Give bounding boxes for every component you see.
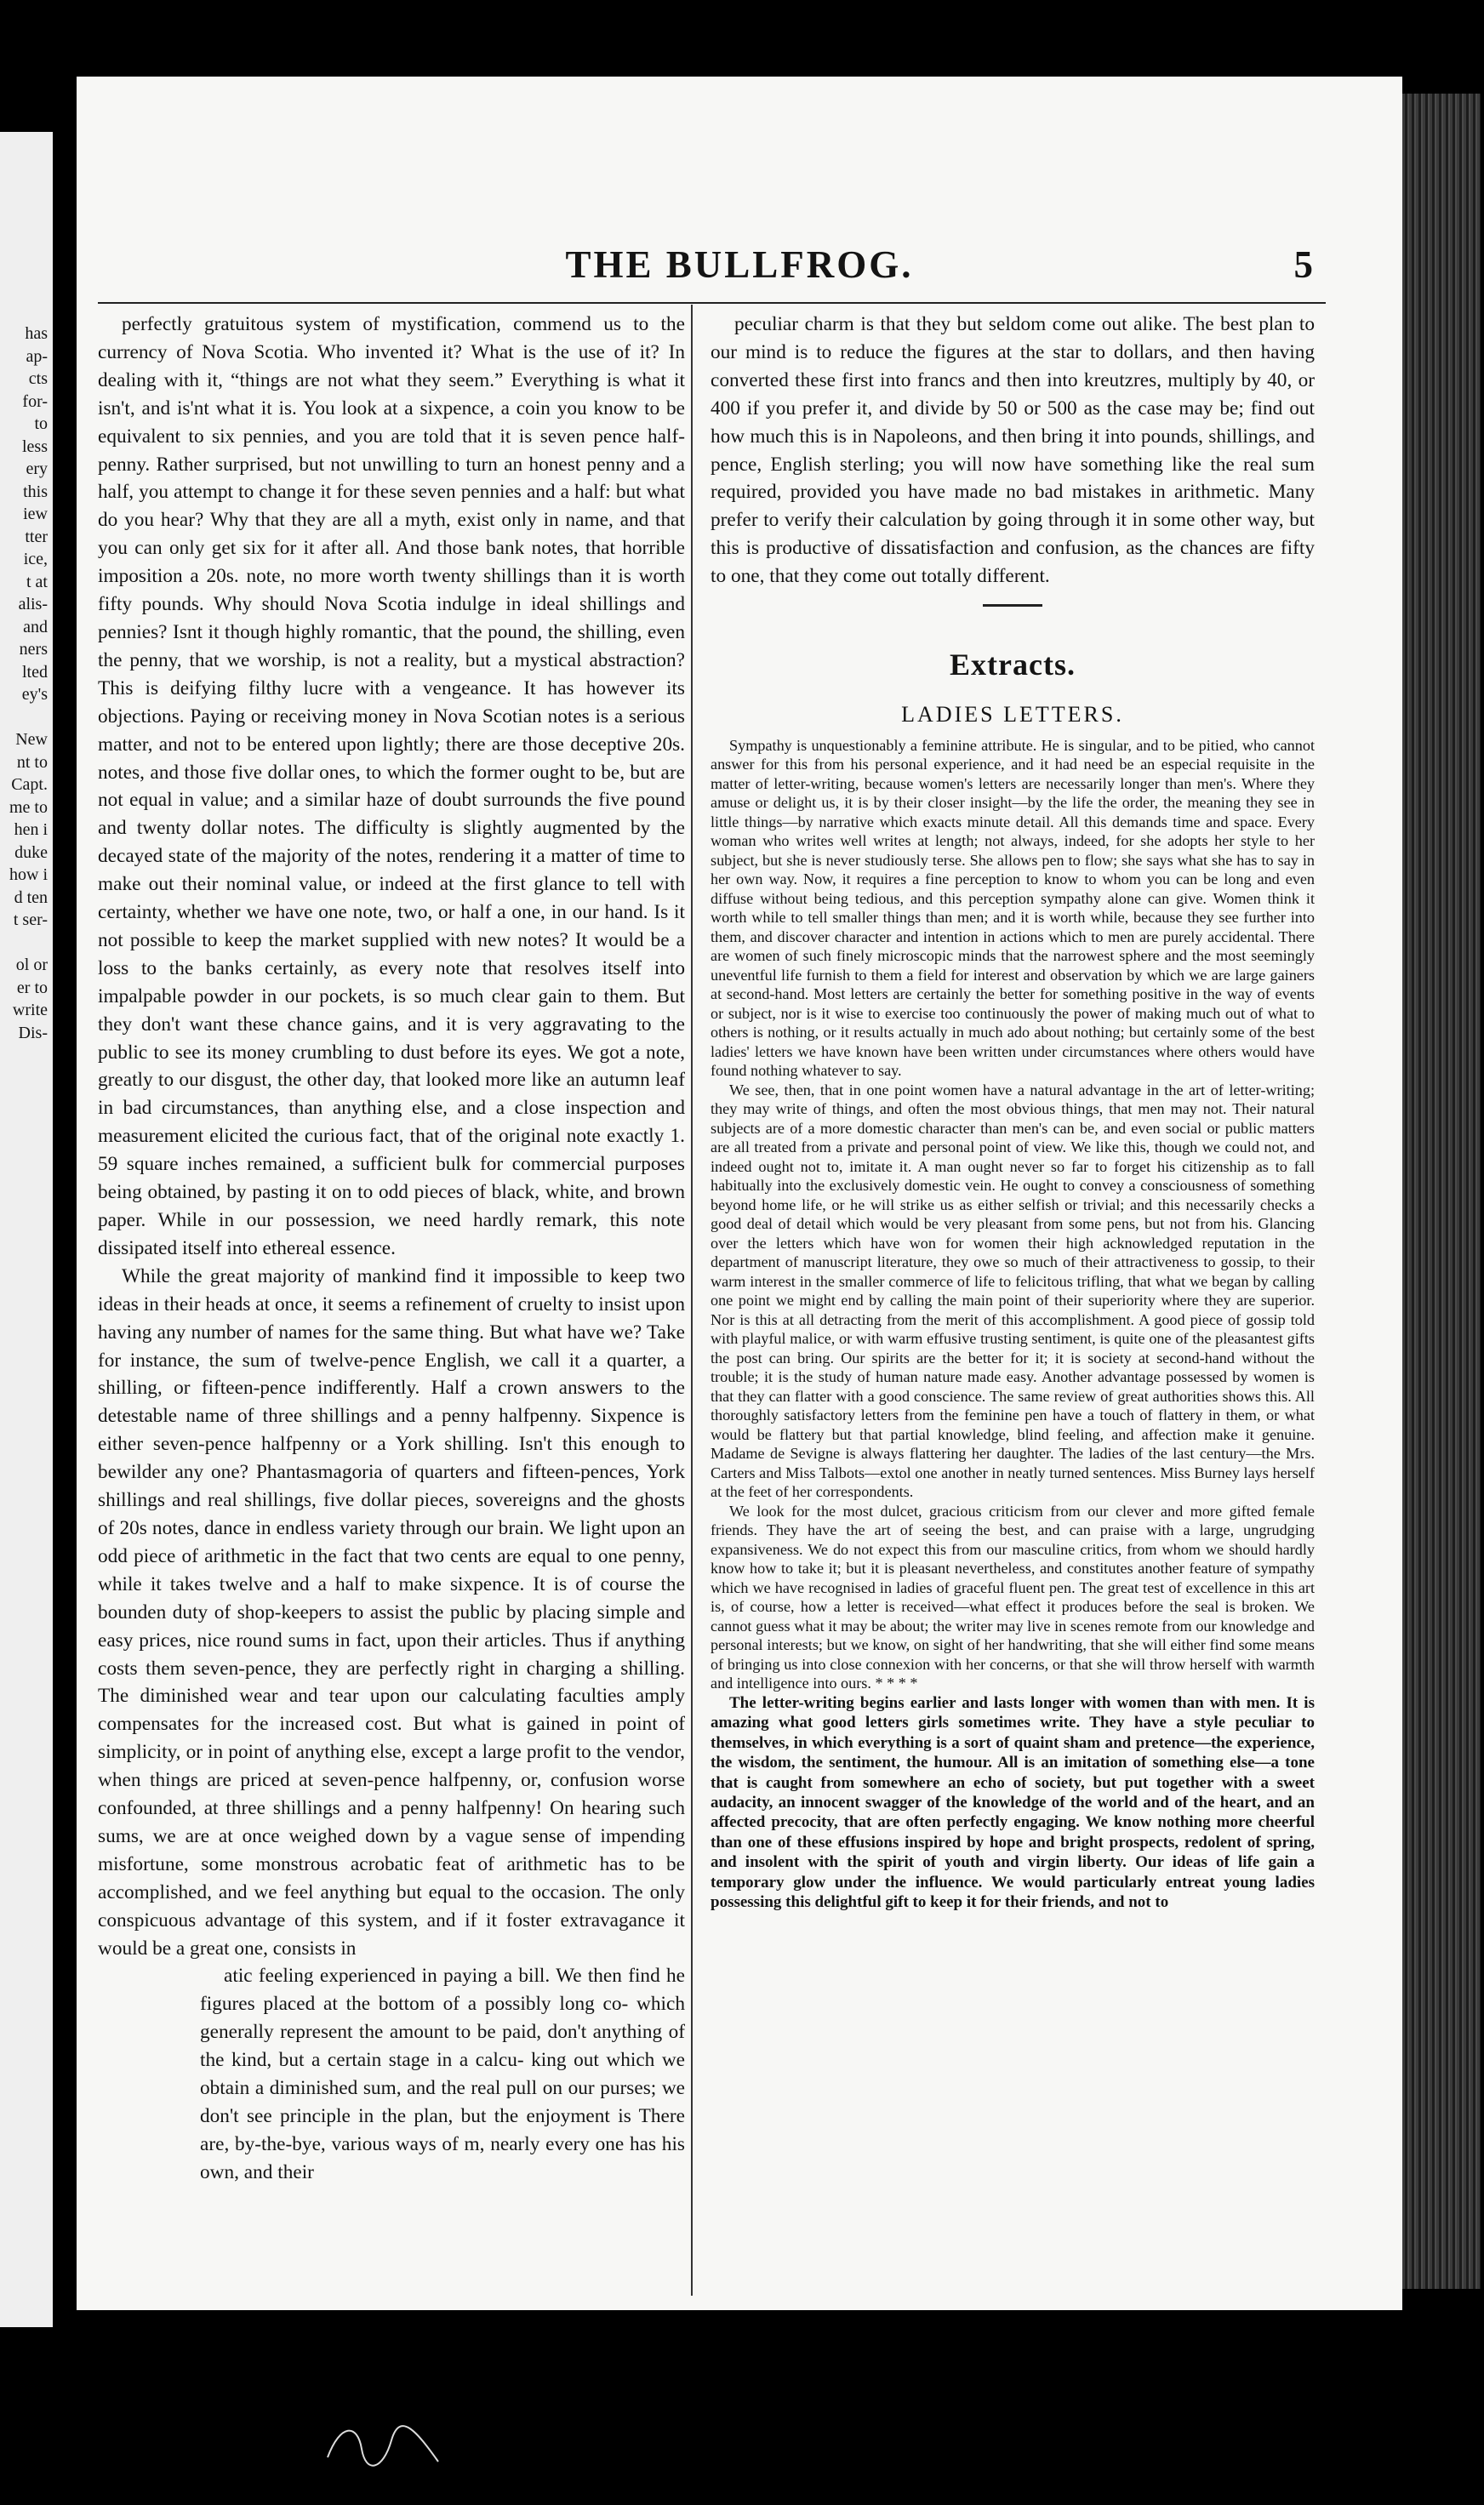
page-header <box>77 243 1402 294</box>
page-edge-stack <box>1396 94 1481 2289</box>
facing-page-word: duke <box>14 842 48 862</box>
facing-page-word: has <box>25 324 48 343</box>
left-column <box>98 311 685 2187</box>
header-rule <box>98 302 1326 304</box>
facing-page-word: less <box>22 437 48 456</box>
facing-page-word: to <box>34 414 48 433</box>
facing-page-word: ol or <box>15 956 48 974</box>
facing-page-word: for- <box>22 391 48 411</box>
facing-page-word: tter <box>25 527 48 546</box>
right-column <box>711 311 1315 1912</box>
pen-scribble-mark <box>323 2415 442 2474</box>
facing-page-word: t at <box>26 572 48 591</box>
section-heading-extracts: Extracts. <box>950 648 1076 682</box>
article-paragraph: While the great majority of mankind find it impossible to keep two ideas in their heads at once, it seems a refinement of cruelty to insist upon having any number of names for the same thing. But what have we? Take for instance, the sum of twelve-pence English, we call it a quarter, a shilling, or fifteen-pence indifferently. Half a crown answers to the detestable name of three shillings and a penny halfpenny. Sixpence is either seven-pence halfpenny or a York shilling. Isn't this enough to bewilder any one? Phantasmagoria of quarters and fifteen-pences, York shillings and real shillings, five dollar pieces, sovereigns and the ghosts of 20s notes, dance in endless variety through our brain. We light upon an odd piece of arithmetic in the fact that two cents are equal to one penny, while it takes twelve and a half to make sixpence. It is of course the bounden duty of shop-keepers to assist the public by placing simple and easy prices, nice round sums in fact, upon their articles. Thus if anything costs them seven-pence, they are perfectly right in charging a shilling. The diminished wear and tear upon our calculating faculties amply compensates for the increased cost. But what is gained in point of simplicity, or in point of anything else, except a large profit to the vendor, when things are priced at seven-pence halfpenny, or, confusion worse confounded, at three shillings and a penny halfpenny! On hearing such sums, we are at once weighed down by a vague sense of impending misfortune, some monstrous acrobatic feat of arithmetic has to be accomplished, and we feel anything but equal to the occasion. The only conspicuous advantage of this system, and if it foster extravagance it would be a great one, consists in <box>98 1264 685 1960</box>
masthead-title: THE BULLFROG. <box>565 243 914 286</box>
facing-page-word: cts <box>28 369 48 388</box>
facing-page-word: Dis- <box>18 1023 48 1042</box>
facing-page-word: ey's <box>21 685 48 704</box>
facing-page-word: nt to <box>16 752 48 772</box>
page-number: 5 <box>1293 243 1313 286</box>
facing-page-word: ery <box>26 459 48 478</box>
article-paragraph: We see, then, that in one point women have a natural advantage in the art of letter-writing; they may write of things, and often the most obvious things, that men may not. Their natural subjects are of a more domestic character than men's can be, and even social or public matters are all treated from a private and personal point of view. We like this, though we could not, and indeed ought not to, imitate it. A man ought never so far to forget his citizenship as to fall habitually into the exclusively domestic vein. He ought to convey a consciousness of something beyond home life, or he will strike us as either selfish or trivial; and this necessarily checks a good deal of detail which would be very pleasant from some pens, but not from his. Glancing over the letters which have won for women their high acknowledged reputation in the department of manuscript literature, they owe so much of their attractiveness to gossip, to their warm interest in the smaller commerce of life to felicitous trifling, that what we began by calling one point we might end by calling the main point of their superiority where they are superior. Nor is this at all detracting from the merit of this accomplishment. A good piece of gossip told with playful malice, or with warm effusive trusting sentiment, is quite one of the pleasantest gifts the post can bring. Our spirits are the better for it; it is society at second-hand without the trouble; it is the study of human nature made easy. Another advantage possessed by women is that they can flatter with a good conscience. The same review of great authorities shows this. All thoroughly satisfactory letters from the feminine pen have a touch of flattery in them, or what would be flattery but that partial knowledge, blind feeling, and affection make it genuine. Madame de Sevigne is always flattering her daughter. The ladies of the last century—the Mrs. Carters and Miss Talbots—extol one another in neatly turned sentences. Miss Burney lays herself at the feet of her correspondents. <box>711 1081 1315 1501</box>
article-body <box>711 736 1315 1912</box>
section-separator <box>983 604 1042 607</box>
facing-page-word: lted <box>22 662 48 682</box>
facing-page-word: Capt. <box>11 775 48 794</box>
facing-page-word: er to <box>16 978 48 997</box>
facing-page-fragment <box>0 132 53 2327</box>
facing-page-word: write <box>12 1001 48 1019</box>
article-paragraph-tail: atic feeling experienced in paying a bill. We then find he figures placed at the bottom of a possibly long co- which generally represent the amount to be paid, don't anything of the kind, but a certain stage in a calcu- king out which we obtain a diminished sum, and the real pull on our purses; we don't see principle in the plan, but the enjoyment is There are, by-the-bye, various ways of m, nearly every one has his own, and their <box>200 1965 685 2183</box>
facing-page-word: iew <box>23 505 48 523</box>
newspaper-page <box>77 77 1402 2310</box>
facing-page-word: ice, <box>23 550 48 568</box>
facing-page-word: and <box>23 617 48 636</box>
article-paragraph: Sympathy is unquestionably a feminine attribute. He is singular, and to be pitied, who cannot answer for this from his personal experience, and it had need be an especial requisite in the matter of letter-writing, because women's letters are necessarily longer than men's. Where they amuse or delight us, it is by their closer insight—by the life the order, the meaning they see in little things—by narrative which exacts minute detail. All this demands time and space. Every woman who writes well writes at length; not always, indeed, for she adopts her style to her subject, but she is never studiously terse. She allows pen to flow; she says what she has to say in her own way. Now, it requires a fine perception to know to whom you can be long and even diffuse without being tedious, and this perception sympathy alone can give. Women think it worth while to tell smaller things than men; and it is worth while, because they see further into them, and discover character and intention in actions which to men are purely accidental. There are women of such finely microscopic minds that the narrowest sphere and the most seemingly uneventful life furnish to them a field for interest and observation by which we are large gainers at second-hand. Most letters are certainly the better for something positive in the way of events or subject, nor is it wise to exercise too continuously the power of making much out of what to others is nothing, or it results actually in much ado about nothing; but certainly some of the best ladies' letters we have known have been written under circumstances where others would have found nothing whatever to say. <box>711 736 1315 1080</box>
facing-page-word: ap- <box>26 346 48 366</box>
article-paragraph: We look for the most dulcet, gracious criticism from our clever and more gifted female friends. They have the art of seeing the best, and can praise with a large, ungrudging expansiveness. We do not expect this from our masculine critics, from whom we should hardly know how to take it; but it is pleasant nevertheless, and constitutes another feature of sympathy which we have recognised in ladies of graceful fluent pen. The great test of excellence in this art is, of course, how a letter is received—what effect it produces before the seal is broken. We cannot guess what it may be about; the writer may live in scenes remote from our knowledge and personal interests; but we know, on sight of her handwriting, that she will either find some means of bringing us into close connexion with her concerns, or that she will throw herself with warmth and intelligence into ours. * * * * <box>711 1502 1315 1692</box>
facing-page-word: hen i <box>14 820 48 839</box>
article-paragraph: peculiar charm is that they but seldom come out alike. The best plan to our mind is to reduce the figures at the star to dollars, and then having converted these first into francs and then into kreutzres, multiply by 40, or 400 if you prefer it, and divide by 50 or 500 as the case may be; find out how much this is in Napoleons, and then bring it into pounds, shillings, and pence, English sterling; you will now have something like the real sum required, provided you have made no bad mistakes in arithmetic. Many prefer to verify their calculation by going through it in some other way, but this is productive of dissatisfaction and confusion, as the chances are fifty to one, that they come out totally different. <box>711 313 1315 588</box>
facing-page-word: New <box>15 730 48 749</box>
facing-page-word: how i <box>9 865 48 884</box>
article-title: LADIES LETTERS. <box>901 701 1124 727</box>
facing-page-word: this <box>23 482 48 501</box>
facing-page-word: alis- <box>18 595 48 613</box>
facing-page-word: d ten <box>14 887 48 907</box>
facing-page-word: ners <box>19 640 48 659</box>
column-divider <box>691 305 693 2296</box>
article-paragraph: perfectly gratuitous system of mystification, commend us to the currency of Nova Scotia. Who invented it? What is the use of it? In dealing with it, “things are not what they seem.” Everything is what it isn't, and is'nt what it is. You look at a sixpence, a coin you know to be equivalent to six pennies, and you are told that it is seven pence half-penny. Rather surprised, but not unwilling to turn an honest penny and a half, you attempt to change it for these seven pennies and a half: but what do you hear? Why that they are all a myth, exist only in name, and that you can only get six for it after all. And those bank notes, that horrible imposition a 20s. note, no more worth twenty shillings than it is worth fifty pounds. Why should Nova Scotia indulge in ideal shillings and pennies? Isnt it though highly romantic, that the pound, the shilling, even the penny, that we worship, is not a reality, but a mystical abstraction? This is deifying filthy lucre with a vengeance. It has however its objections. Paying or receiving money in Nova Scotian notes is a serious matter, and not to be entered upon lightly; there are those deceptive 20s. notes, and those five dollar ones, to which the former ought to be, but are not equal in value; and a similar haze of doubt surrounds the five pound and twenty dollar notes. The difficulty is slightly augmented by the decayed state of the majority of the notes, rendering it a matter of time to make out their nominal value, or indeed at the first glance to tell with certainty, whether we have one note, two, or half a one, in our hand. Is it not possible to keep the market supplied with new notes? It would be a loss to the banks certainly, as every note that resolves itself into impalpable powder in our pockets, is so much clear gain to them. But they don't want these chance gains, and it is very aggravating to the public to see its money crumbling to dust before its eyes. We got a note, greatly to our disgust, the other day, that looked more like an autumn leaf in bad circumstances, than anything else, and a close inspection and measurement elicited the curious fact, that of the original note exactly 1. 59 square inches remained, a sufficient bulk for commercial purposes being obtained, by pasting it on to odd pieces of black, white, and brown paper. While in our possession, we need hardly remark, this note dissipated itself into ethereal essence. <box>98 313 685 1259</box>
article-paragraph: The letter-writing begins earlier and lasts longer with women than with men. It is amazing what good letters girls sometimes write. They have a style peculiar to themselves, in which everything is a sort of quaint sham and pretence—the experience, the wisdom, the sentiment, the humour. All is an imitation of something else—a tone that is caught from somewhere an echo of society, but put together with a sweet audacity, an innocent swagger of the knowledge of the world and of the heart, and an affected precocity, that are often perfectly engaging. We know nothing more cheerful than one of these effusions inspired by hope and bright prospects, redolent of spring, and insolent with the spirit of youth and virgin liberty. Our ideas of life gain a temporary glow under the influence. We would particularly entreat young ladies possessing this delightful gift to keep it for their friends, and not to <box>711 1693 1315 1911</box>
facing-page-word: me to <box>9 797 48 817</box>
facing-page-word: t ser- <box>13 910 48 929</box>
